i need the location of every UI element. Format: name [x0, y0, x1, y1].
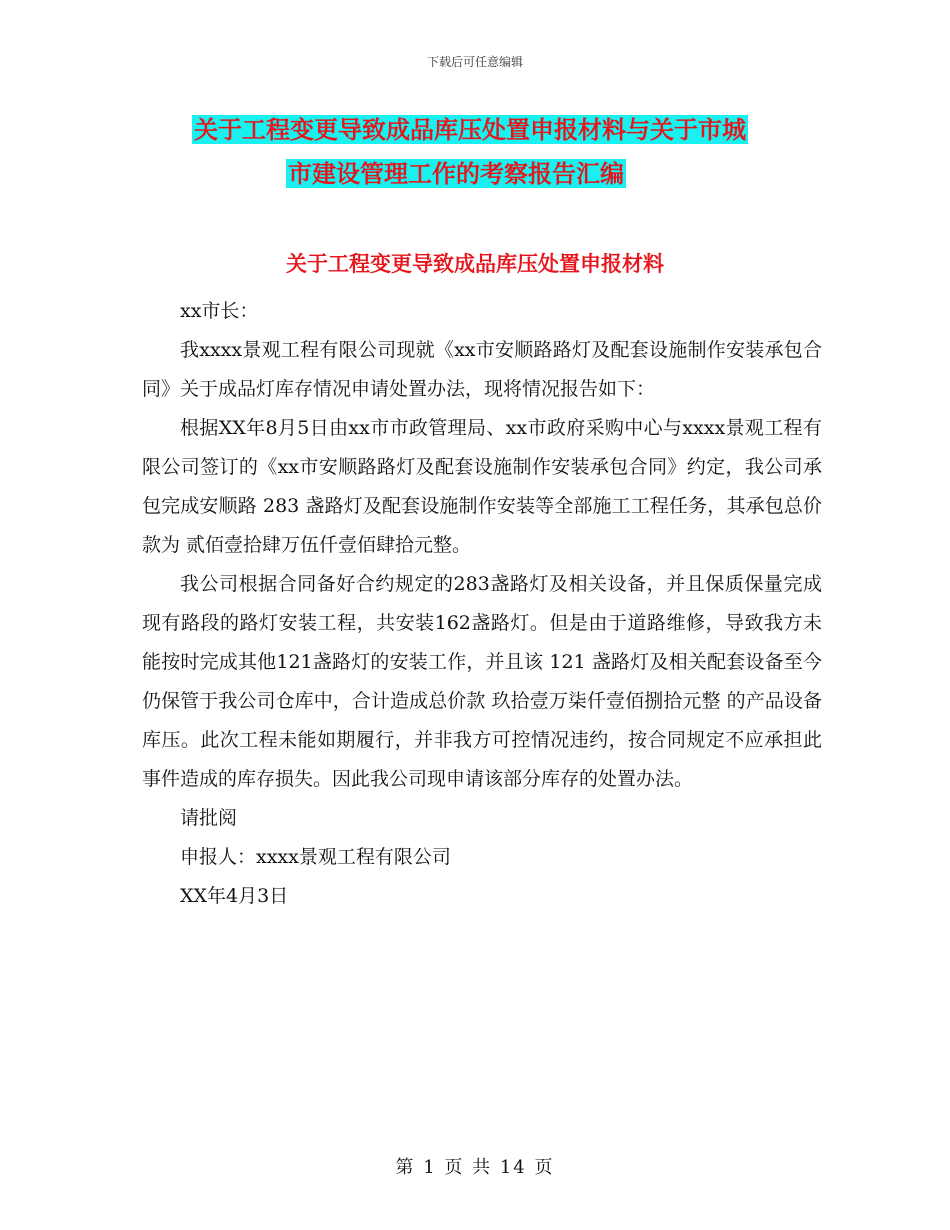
document-title-line-2-text: 市建设管理工作的考察报告汇编: [288, 159, 624, 188]
document-title-line-1: [24, 112, 950, 148]
section-title: 关于工程变更导致成品库压处置申报材料: [286, 251, 664, 276]
paragraph-contract: 根据XX年8月5日由xx市市政管理局、xx市政府采购中心与xxxx景观工程有限公司签订的《xx市安顺路路灯及配套设施制作安装承包合同》约定，我公司承包完成安顺路 283 盏路灯及配套设施制作安装等全部施工工程任务，其承包总价款为 贰佰壹拾肆万伍仟壹佰肆拾元整。: [142, 417, 822, 556]
header-note: 下载后可任意编辑: [426, 55, 523, 69]
document-title-line-1-text: 关于工程变更导致成品库压处置申报材料与关于市城: [194, 115, 746, 144]
salutation: xx市长：: [180, 300, 259, 322]
document-title-line-2: [0, 156, 948, 192]
date-line: XX年4月3日: [180, 885, 289, 907]
applicant-line: 申报人：xxxx景观工程有限公司: [180, 846, 451, 868]
page-footer: 第 1 页 共 14 页: [395, 1157, 555, 1178]
paragraph-situation: 我公司根据合同备好合约规定的283盏路灯及相关设备，并且保质保量完成现有路段的路灯安装工程，共安装162盏路灯。但是由于道路维修，导致我方未能按时完成其他121盏路灯的安装工作，并且该 121 盏路灯及相关配套设备至今仍保管于我公司仓库中，合计造成总价款 玖拾壹万柒仟壹佰捌拾元整 的产品设备库压。此次工程未能如期履行，并非我方可控情况违约，按合同规定不应承担此事件造成的库存损失。因此我公司现申请该部分库存的处置办法。: [142, 573, 822, 790]
closing-request: 请批阅: [180, 807, 238, 829]
paragraph-intro: 我xxxx景观工程有限公司现就《xx市安顺路路灯及配套设施制作安装承包合同》关于成品灯库存情况申请处置办法，现将情况报告如下：: [142, 339, 822, 400]
document-body: [142, 292, 822, 916]
